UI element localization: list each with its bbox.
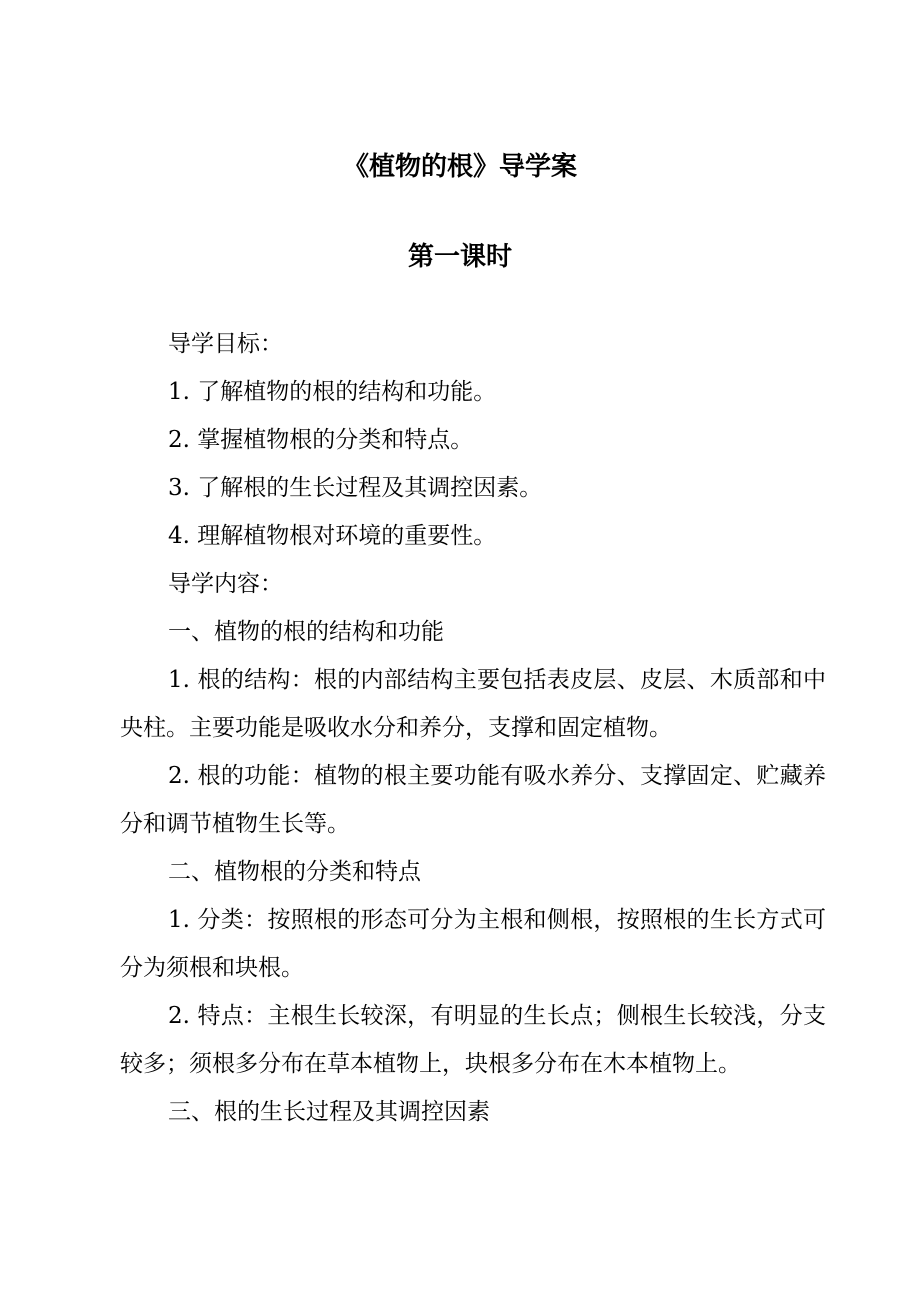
content-paragraph: 2. 特点：主根生长较深，有明显的生长点；侧根生长较浅，分支较多；须根多分布在草本植物上，块根多分布在木本植物上。 — [120, 1003, 826, 1077]
goal-item: 1. 了解植物的根的结构和功能。 — [168, 379, 497, 405]
section-label-content: 导学内容： — [168, 571, 283, 597]
content-paragraph: 2. 根的功能：植物的根主要功能有吸水养分、支撑固定、贮藏养分和调节植物生长等。 — [120, 763, 826, 837]
content-paragraph: 1. 分类：按照根的形态可分为主根和侧根，按照根的生长方式可分为须根和块根。 — [120, 907, 826, 981]
document-subtitle: 第一课时 — [407, 242, 512, 272]
section-heading: 二、植物根的分类和特点 — [168, 859, 421, 885]
document-title: 《植物的根》导学案 — [342, 152, 577, 182]
section-label-goals: 导学目标： — [168, 331, 283, 357]
section-heading: 一、植物的根的结构和功能 — [168, 619, 444, 645]
goal-item: 2. 掌握植物根的分类和特点。 — [168, 427, 474, 453]
section-heading: 三、根的生长过程及其调控因素 — [168, 1099, 490, 1125]
content-paragraph: 1. 根的结构：根的内部结构主要包括表皮层、皮层、木质部和中央柱。主要功能是吸收水分和养分，支撑和固定植物。 — [120, 667, 826, 741]
document-body — [120, 320, 826, 1136]
goal-item: 4. 理解植物根对环境的重要性。 — [168, 523, 497, 549]
goal-item: 3. 了解根的生长过程及其调控因素。 — [168, 475, 543, 501]
